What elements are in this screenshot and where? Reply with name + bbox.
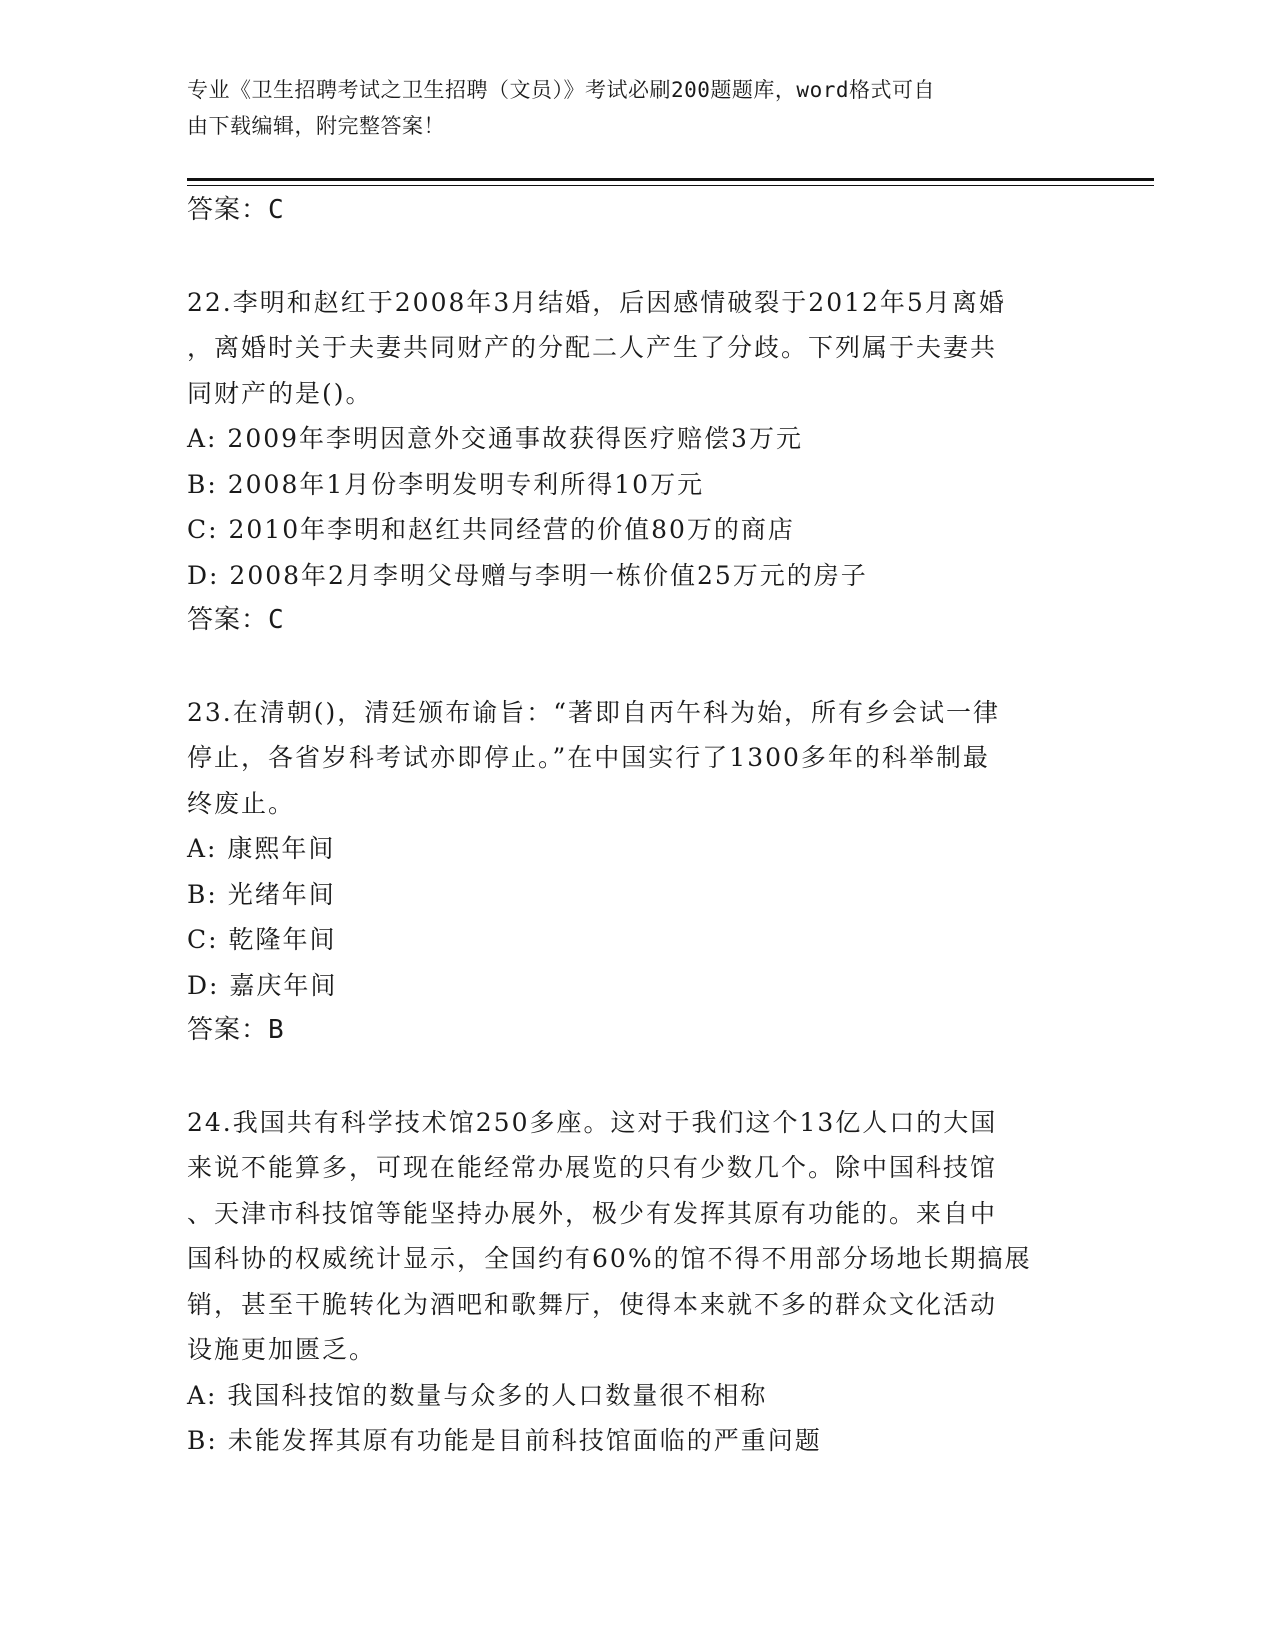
- question-stem-line: 终废止。: [187, 788, 296, 818]
- option-c: C: 2010年李明和赵红共同经营的价值80万的商店: [187, 515, 795, 544]
- question-stem-line: 停止，各省岁科考试亦即停止。”在中国实行了1300多年的科举制最: [187, 743, 990, 772]
- option-b: B: 2008年1月份李明发明专利所得10万元: [187, 469, 705, 499]
- question-23: [187, 690, 1087, 1054]
- question-stem-line: 设施更加匮乏。: [187, 1335, 377, 1364]
- question-stem-line: 23.在清朝()，清廷颁布谕旨：“著即自丙午科为始，所有乡会试一律: [187, 697, 1001, 727]
- question-stem-line: 、天津市科技馆等能坚持办展外，极少有发挥其原有功能的。来自中: [187, 1198, 998, 1228]
- option-b: B: 光绪年间: [187, 879, 336, 909]
- answer-line: 答案：B: [187, 1015, 285, 1045]
- option-b: B: 未能发挥其原有功能是目前科技馆面临的严重问题: [187, 1426, 822, 1455]
- option-a: A: 2009年李明因意外交通事故获得医疗赔偿3万元: [187, 424, 803, 453]
- option-d: D: 2008年2月李明父母赠与李明一栋价值25万元的房子: [187, 560, 868, 590]
- question-stem-line: 国科协的权威统计显示，全国约有60%的馆不得不用部分场地长期搞展: [187, 1244, 1032, 1273]
- option-d: D: 嘉庆年间: [187, 970, 338, 1000]
- question-stem-line: 销，甚至干脆转化为酒吧和歌舞厅，使得本来就不多的群众文化活动: [187, 1289, 998, 1319]
- question-24: [187, 1100, 1087, 1464]
- answer-line: 答案：C: [187, 195, 285, 225]
- question-stem-line: 来说不能算多，可现在能经常办展览的只有少数几个。除中国科技馆: [187, 1153, 998, 1182]
- header-rule-thick: [187, 178, 1154, 181]
- header-rule-thin: [187, 185, 1154, 186]
- question-stem-line: ，离婚时关于夫妻共同财产的分配二人产生了分歧。下列属于夫妻共: [187, 333, 998, 362]
- header-line-2: 由下载编辑，附完整答案！: [187, 114, 445, 138]
- option-c: C: 乾隆年间: [187, 925, 337, 954]
- page-header: [187, 72, 1067, 144]
- option-a: A: 我国科技馆的数量与众多的人口数量很不相称: [187, 1380, 768, 1410]
- answer-line: 答案：C: [187, 605, 285, 635]
- question-list: [187, 188, 1087, 1464]
- question-stem-line: 22.李明和赵红于2008年3月结婚，后因感情破裂于2012年5月离婚: [187, 287, 1006, 317]
- option-a: A: 康熙年间: [187, 834, 336, 863]
- question-stem-line: 同财产的是()。: [187, 378, 373, 408]
- question-22: [187, 280, 1087, 644]
- header-line-1: 专业《卫生招聘考试之卫生招聘（文员）》考试必刷200题题库，word格式可自: [187, 78, 935, 102]
- question-stem-line: 24.我国共有科学技术馆250多座。这对于我们这个13亿人口的大国: [187, 1107, 998, 1137]
